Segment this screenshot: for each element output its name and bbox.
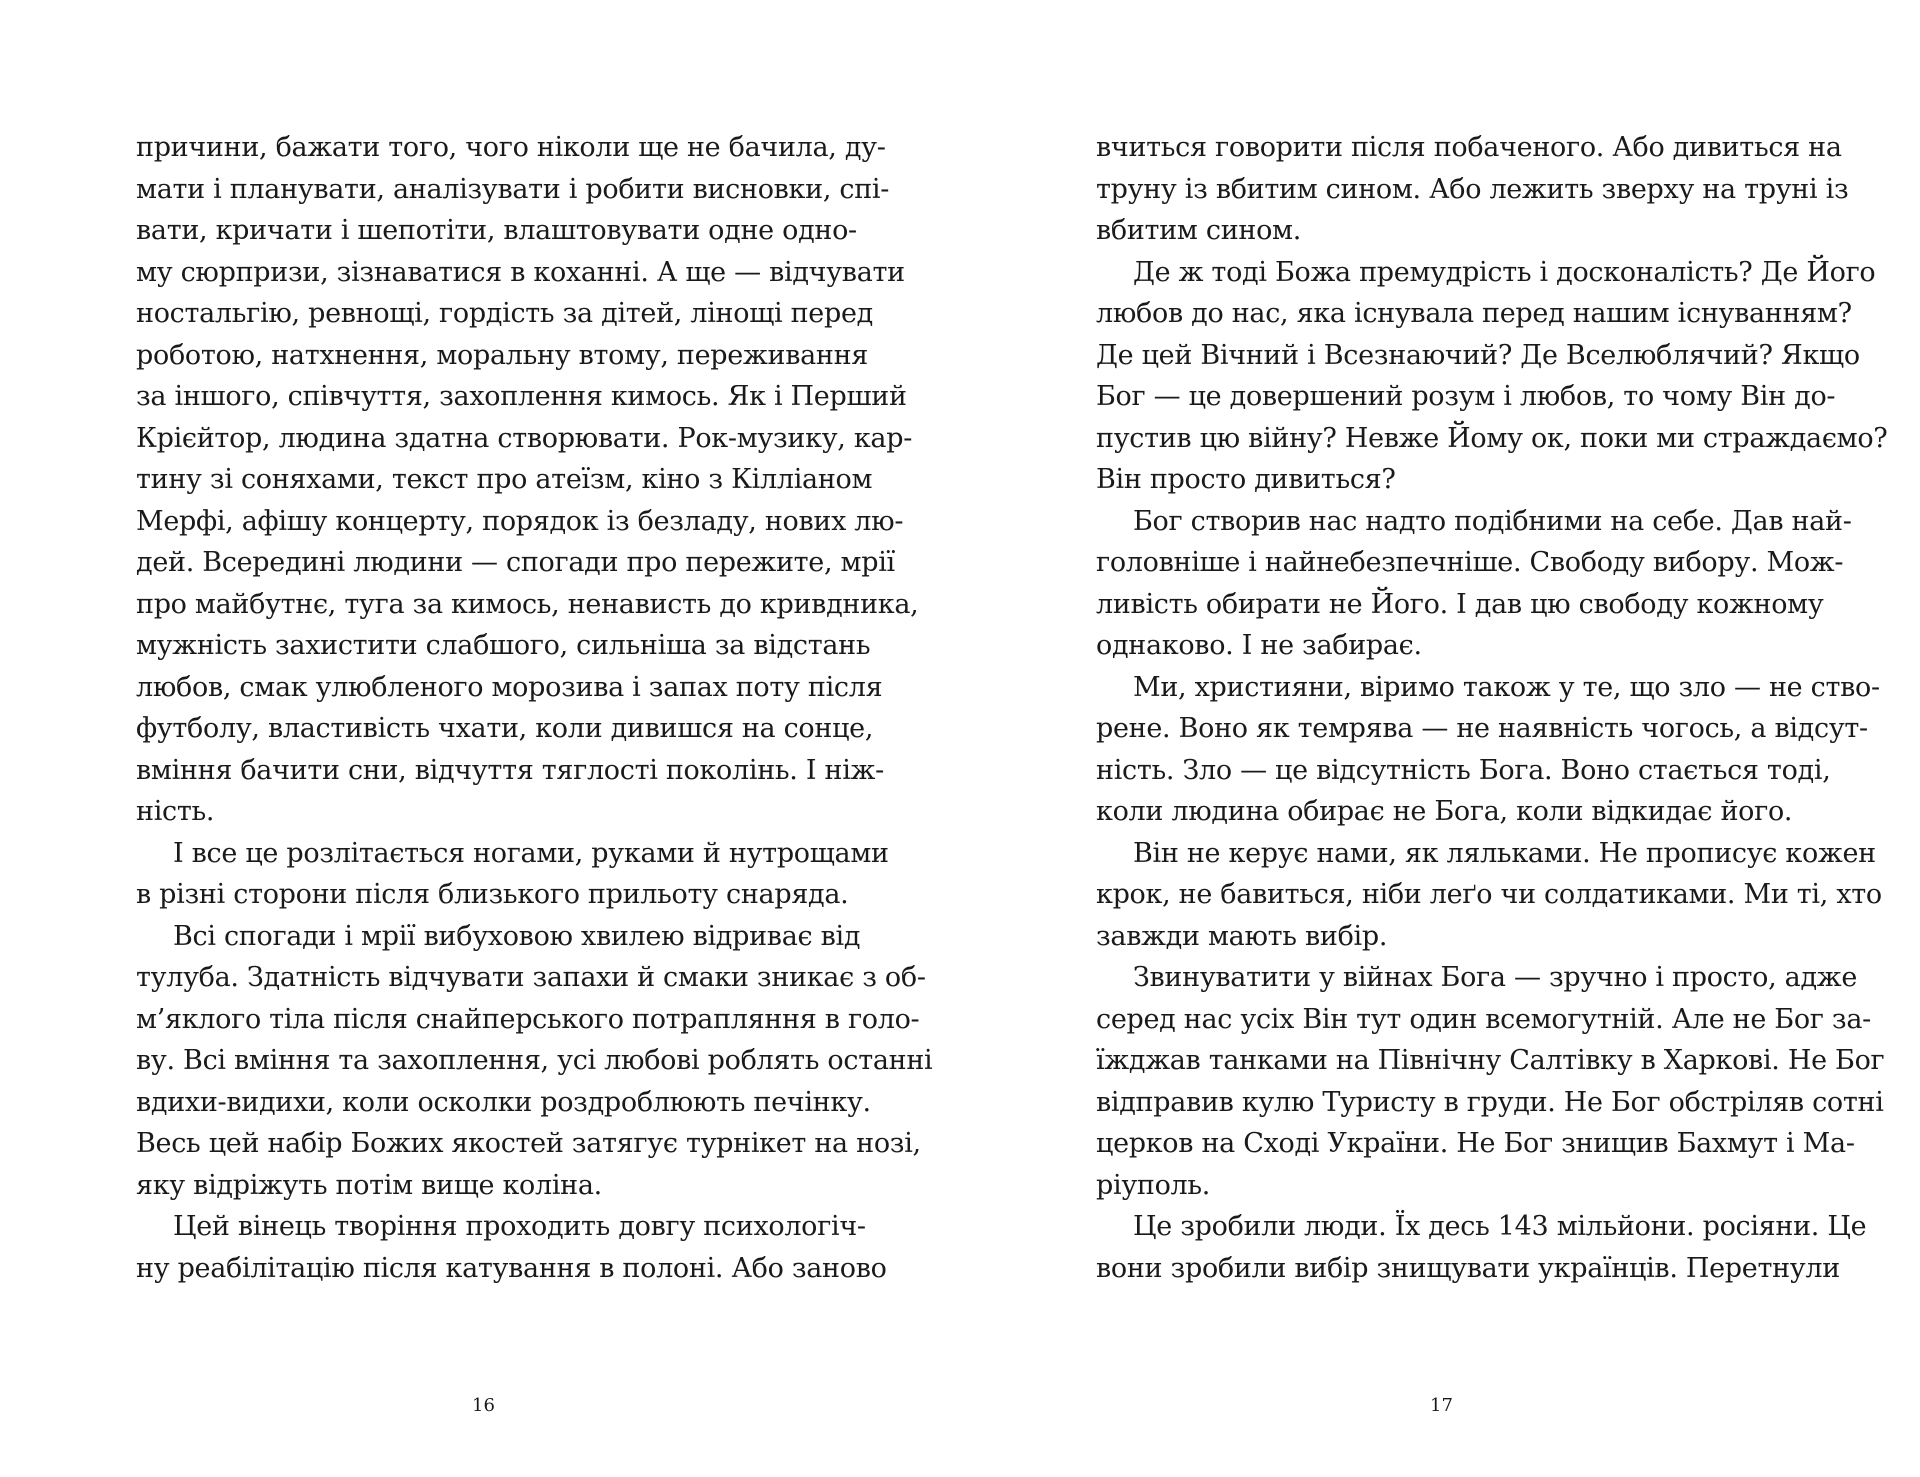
text-line: їжджав танками на Північну Салтівку в Харкові. Не Бог [1096, 1045, 1885, 1076]
text-line: Де цей Вічний і Всезнаючий? Де Вселюблячий? Якщо [1096, 339, 1860, 371]
text-line: ливість обирати не Його. І дав цю свободу кожному [1096, 588, 1824, 620]
text-line: Звинуватити у війнах Бога — зручно і просто, адже [1133, 962, 1858, 993]
text-line: Ми, християни, віримо також у те, що зло — не ство- [1133, 671, 1880, 703]
text-line: Цей вінець творіння проходить довгу психологіч- [173, 1211, 866, 1242]
text-line: ність. [136, 796, 215, 827]
text-line: м’яклого тіла після снайперського потрапляння в голо- [136, 1003, 920, 1035]
text-line: роботою, натхнення, моральну втому, переживання [136, 339, 869, 371]
right-page [960, 0, 1920, 1477]
text-line: церков на Сході України. Не Бог знищив Бахмут і Ма- [1096, 1128, 1855, 1159]
text-line: Крієйтор, людина здатна створювати. Рок-музику, кар- [136, 422, 913, 454]
text-line: мужність захистити слабшого, сильніша за відстань [136, 630, 871, 661]
text-line: однаково. І не забирає. [1096, 630, 1422, 661]
text-line: причини, бажати того, чого ніколи ще не бачила, ду- [136, 132, 886, 163]
right-page-text [1096, 127, 1888, 1289]
text-line: вони зробили вибір знищувати українців. Перетнули [1096, 1252, 1840, 1284]
left-page-text [136, 127, 933, 1289]
text-line: Всі спогади і мрії вибуховою хвилею відриває від [173, 920, 861, 952]
text-line: Він не керує нами, як ляльками. Не прописує кожен [1133, 837, 1876, 869]
text-line: Мерфі, афішу концерту, порядок із безладу, нових лю- [136, 505, 904, 537]
text-line: Це зробили люди. Їх десь 143 мільйони. росіяни. Це [1133, 1211, 1867, 1242]
text-line: ріуполь. [1096, 1169, 1211, 1201]
text-line: футболу, властивість чхати, коли дивишся на сонце, [136, 713, 874, 744]
text-line: труну із вбитим сином. Або лежить зверху на труні із [1096, 173, 1849, 205]
text-line: любов, смак улюбленого морозива і запах поту після [136, 671, 883, 703]
text-line: Весь цей набір Божих якостей затягує турнікет на нозі, [136, 1128, 921, 1159]
text-line: вміння бачити сни, відчуття тяглості поколінь. І ніж- [136, 754, 884, 786]
text-line: яку відріжуть потім вище коліна. [136, 1169, 602, 1201]
text-line: му сюрпризи, зізнаватися в коханні. А ще — відчувати [136, 256, 905, 288]
text-line: вдихи-видихи, коли осколки роздроблюють печінку. [136, 1086, 871, 1118]
text-line: відправив кулю Туристу в груди. Не Бог обстріляв сотні [1096, 1086, 1884, 1118]
text-line: крок, не бавиться, ніби леґо чи солдатиками. Ми ті, хто [1096, 879, 1882, 910]
text-line: тулуба. Здатність відчувати запахи й смаки зникає з об- [136, 962, 926, 993]
text-line: рене. Воно як темрява — не наявність чогось, а відсут- [1096, 713, 1868, 744]
text-line: пустив цю війну? Невже Йому ок, поки ми страждаємо? [1096, 422, 1888, 454]
text-line: вчиться говорити після побаченого. Або дивиться на [1096, 132, 1842, 163]
text-line: завжди мають вибір. [1096, 920, 1388, 952]
text-line: за іншого, співчуття, захоплення кимось. Як і Перший [136, 381, 907, 412]
text-line: тину зі соняхами, текст про атеїзм, кіно з Кілліаном [136, 464, 873, 495]
text-line: І все це розлітається ногами, руками й нутрощами [173, 837, 889, 869]
text-line: Де ж тоді Божа премудрість і досконалість? Де Його [1133, 256, 1876, 288]
text-line: про майбутнє, туга за кимось, ненависть до кривдника, [136, 588, 919, 620]
text-line: любов до нас, яка існувала перед нашим існуванням? [1096, 298, 1852, 329]
text-line: мати і планувати, аналізувати і робити висновки, спі- [136, 173, 890, 205]
text-line: коли людина обирає не Бога, коли відкидає його. [1096, 796, 1793, 827]
left-page-number: 16 [472, 1395, 495, 1416]
text-line: вбитим сином. [1096, 215, 1302, 246]
text-line: дей. Всередині людини — спогади про пережите, мрії [136, 547, 895, 578]
text-line: ну реабілітацію після катування в полоні. Або заново [136, 1252, 887, 1284]
text-line: головніше і найнебезпечніше. Свободу вибору. Мож- [1096, 547, 1844, 578]
text-line: ву. Всі вміння та захоплення, усі любові роблять останні [136, 1045, 933, 1076]
text-line: в різні сторони після близького прильоту снаряда. [136, 879, 849, 910]
text-line: ність. Зло — це відсутність Бога. Воно стається тоді, [1096, 754, 1831, 786]
right-page-number: 17 [1430, 1395, 1453, 1416]
text-line: вати, кричати і шепотіти, влаштовувати одне одно- [136, 215, 857, 246]
text-line: Бог — це довершений розум і любов, то чому Він до- [1096, 381, 1836, 412]
text-line: Він просто дивиться? [1096, 464, 1396, 495]
text-line: серед нас усіх Він тут один всемогутній. Але не Бог за- [1096, 1003, 1871, 1035]
text-line: ностальгію, ревнощі, гордість за дітей, лінощі перед [136, 298, 873, 329]
text-line: Бог створив нас надто подібними на себе. Дав най- [1133, 505, 1852, 537]
